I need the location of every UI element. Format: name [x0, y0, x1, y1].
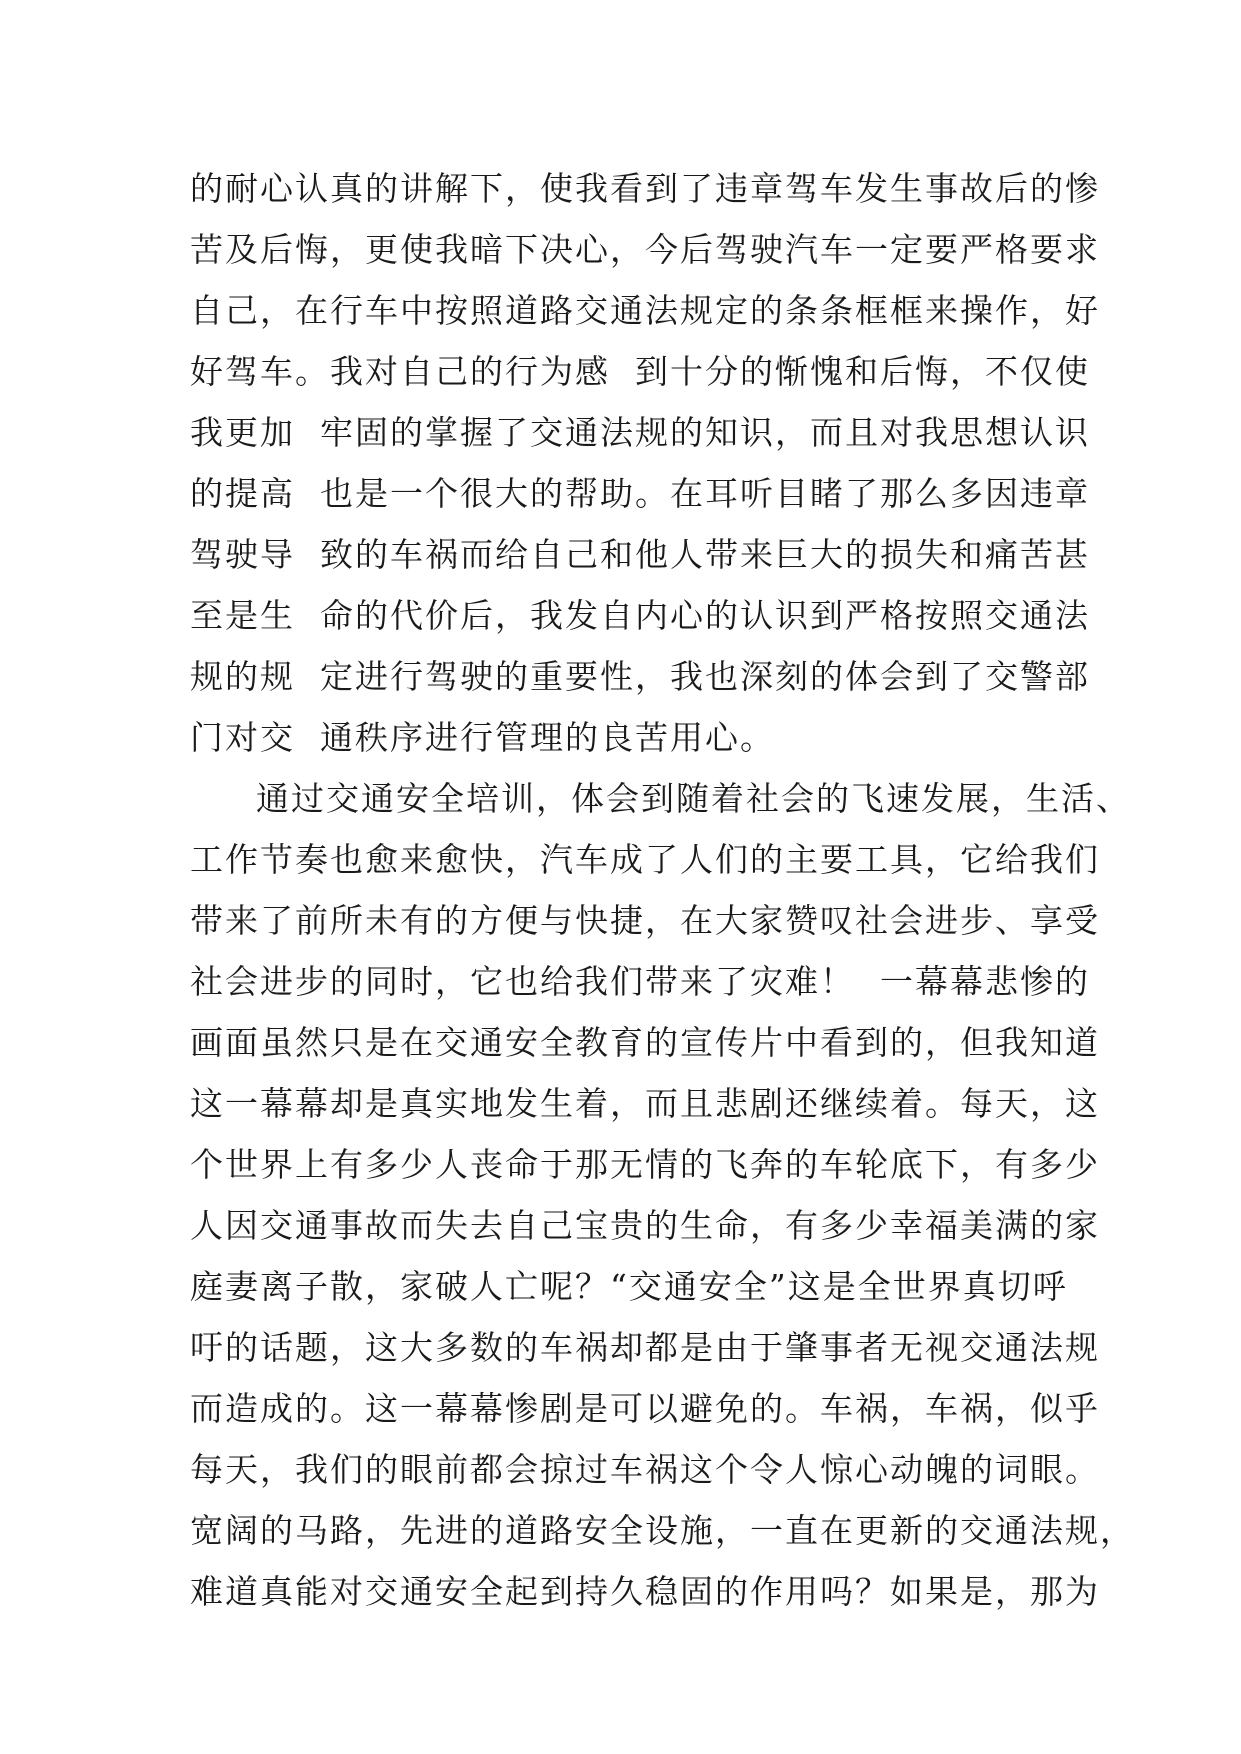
text-line: 而造成的。这一幕幕惨剧是可以避免的。车祸，车祸，似乎: [190, 1389, 1100, 1428]
text-line: 苦及后悔，更使我暗下决心，今后驾驶汽车一定要严格要求: [190, 230, 1100, 269]
text-line: 庭妻离子散，家破人亡呢？“交通安全”这是全世界真切呼: [190, 1267, 1068, 1306]
text-line: 工作节奏也愈来愈快，汽车成了人们的主要工具，它给我们: [190, 840, 1100, 879]
text-line: 规的规 定进行驾驶的重要性，我也深刻的体会到了交警部: [190, 657, 1090, 696]
text-line: 吁的话题，这大多数的车祸却都是由于肇事者无视交通法规: [190, 1328, 1100, 1367]
text-line: 宽阔的马路，先进的道路安全设施，一直在更新的交通法规，: [190, 1511, 1135, 1550]
text-line: 带来了前所未有的方便与快捷，在大家赞叹社会进步、享受: [190, 901, 1100, 940]
text-line: 至是生 命的代价后，我发自内心的认识到严格按照交通法: [190, 596, 1090, 635]
body-text: [190, 158, 1135, 1622]
text-line: 门对交 通秩序进行管理的良苦用心。: [190, 718, 775, 757]
text-line: 的耐心认真的讲解下，使我看到了违章驾车发生事故后的惨: [190, 169, 1100, 208]
text-line: 我更加 牢固的掌握了交通法规的知识，而且对我思想认识: [190, 413, 1090, 452]
paragraph-1: [190, 158, 1100, 768]
text-line: 每天，我们的眼前都会掠过车祸这个令人惊心动魄的词眼。: [190, 1450, 1100, 1489]
text-line-indented: 通过交通安全培训，体会到随着社会的飞速发展，生活、: [256, 779, 1131, 818]
text-line: 画面虽然只是在交通安全教育的宣传片中看到的，但我知道: [190, 1023, 1100, 1062]
text-line: 驾驶导 致的车祸而给自己和他人带来巨大的损失和痛苦甚: [190, 535, 1090, 574]
text-line: 自己，在行车中按照道路交通法规定的条条框框来操作，好: [190, 291, 1100, 330]
text-line: 这一幕幕却是真实地发生着，而且悲剧还继续着。每天，这: [190, 1084, 1100, 1123]
paragraph-2: [190, 768, 1135, 1622]
text-line: 社会进步的同时，它也给我们带来了灾难！ 一幕幕悲惨的: [190, 962, 1090, 1001]
text-line: 好驾车。我对自己的行为感 到十分的惭愧和后悔，不仅使: [190, 352, 1090, 391]
text-line: 难道真能对交通安全起到持久稳固的作用吗？如果是，那为: [190, 1572, 1100, 1611]
text-line: 的提高 也是一个很大的帮助。在耳听目睹了那么多因违章: [190, 474, 1090, 513]
text-line: 人因交通事故而失去自己宝贵的生命，有多少幸福美满的家: [190, 1206, 1100, 1245]
text-line: 个世界上有多少人丧命于那无情的飞奔的车轮底下，有多少: [190, 1145, 1100, 1184]
